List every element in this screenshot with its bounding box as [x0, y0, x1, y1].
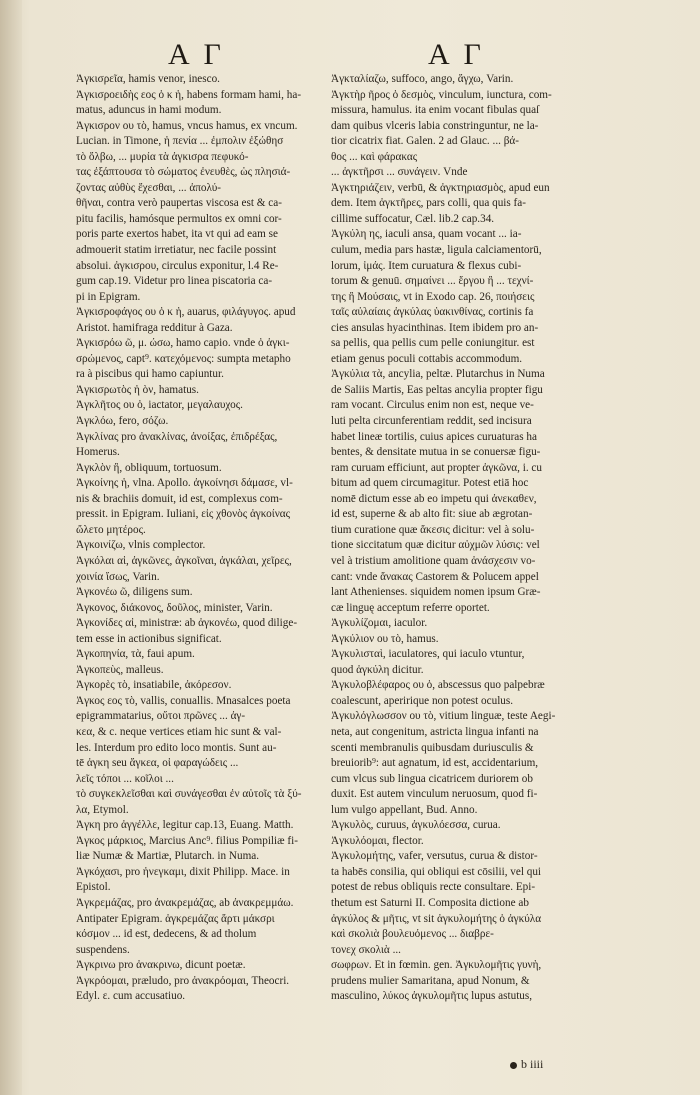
text-line: Ἀγκονέω ῶ, diligens sum. [76, 586, 193, 599]
text-line: λεῖς τόποι ... κοῖλοι ... [76, 772, 174, 785]
text-line: bitum ad quem circumagitur. Potest etiā hoc [331, 477, 529, 490]
text-line: Ἀγκύλιον ου τὸ, hamus. [331, 632, 439, 645]
text-line: ra à piscibus qui hamo capiuntur. [76, 368, 224, 381]
text-line: Ἀγκλῆτος ου ὁ, iactator, μεγαλαυχος. [76, 399, 243, 412]
text-line: Ἀγκόλαι αἱ, ἀγκῶνες, ἀγκοῖναι, ἀγκάλαι, χεῖρες, [76, 554, 292, 567]
text-line: σωφρων. Et in fœmin. gen. Ἀγκυλομῆτις γυνὴ, [331, 959, 542, 972]
text-line: scenti membranulis quibusdam duriusculis & [331, 741, 534, 754]
text-line: lant Athenienses. siquidem nomen ipsum Græ- [331, 586, 541, 599]
text-line: Ἀγκυλόγλωσσον ου τὸ, vitium linguæ, teste Aegi- [331, 710, 556, 723]
text-line: Ἀγκοίνης ἡ, vlna. Apollo. ἀγκοίνησι δάμασε, vl- [76, 477, 293, 490]
text-line: torum & genuū. σημαίνει ... ἔργου ἢ ... τεχνί- [331, 275, 534, 288]
text-line: Ἀγκισρον ου τὸ, hamus, vncus hamus, ex vncum. [76, 119, 298, 132]
text-line: Ἀγκυλομήτης, vafer, versutus, curua & distor- [331, 850, 538, 863]
text-line: Ἀγκτηριάζειν, verbū, & ἀγκτηριασμὸς, apud eun [331, 181, 550, 194]
text-line: habet lineæ tortilis, cuius apices curuaturas ha [331, 430, 537, 443]
text-line: Ἀγκρινω pro ἀνακρινω, dicunt poetæ. [76, 959, 246, 972]
text-line: Ἀγκορὲς τὸ, insatiabile, ἀκόρεσον. [76, 679, 232, 692]
text-line: τονεχ σκολιὰ ... [331, 943, 401, 956]
text-line: Antipater Epigram. ἀγκρεμάζας ἄρτι μάκσρι [76, 912, 275, 925]
text-line: epigrammatarius, οὔτοι πρῶνες ... ἀγ- [76, 710, 246, 723]
text-line: dam quibus vlceris labia constringuntur, ne la- [331, 119, 539, 132]
text-line: potest de rebus obliquis recte consultare. Epi- [331, 881, 536, 894]
left-column-heading: A Γ [168, 38, 225, 71]
page-gutter-shadow [0, 0, 22, 1095]
text-line: Ἀγκυλὸς, curuus, ἀγκυλόεσσα, curua. [331, 819, 501, 832]
bullet-dot-icon [510, 1062, 517, 1069]
text-line: ta habēs consilia, qui obliqui est cōsilii, vel qui [331, 865, 542, 878]
signature-text: b iiii [521, 1057, 544, 1071]
text-line: Ἀγκος εος τὸ, vallis, conuallis. Mnasalces poeta [76, 694, 291, 707]
text-line: thetum est Saturni II. Composita dictione ab [331, 896, 529, 909]
text-line: admouerit statim irretiatur, nec facile possint [76, 244, 277, 257]
text-line: etiam genus poculi cottabis accommodum. [331, 352, 523, 365]
text-line: Ἀγκλόω, fero, σόζω. [76, 415, 169, 428]
text-line: absolui. ἀγκισρου, circulus exponitur, l.4 Re- [76, 259, 279, 272]
left-text-column [76, 72, 324, 1005]
text-line: Ἀγκονος, διάκονος, δοῦλος, minister, Varin. [76, 601, 273, 614]
text-line: Ἀγκύλια τὰ, ancylia, peltæ. Plutarchus in Numa [331, 368, 545, 381]
text-line: Epistol. [76, 881, 111, 894]
text-line: tē ἀγκη seu ἄγκεα, οἱ φαραγώδεις ... [76, 757, 239, 770]
text-line: ram curuam efficiunt, aut propter ἀγκῶνα, i. cu [331, 461, 542, 474]
text-line: les. Interdum pro edito loco montis. Sunt au- [76, 741, 277, 754]
text-line: suspendens. [76, 943, 130, 956]
text-line: prudens mulier Samaritana, apud Nonum, & [331, 974, 530, 987]
text-line: cant: vnde ἄνακας Castorem & Polucem appel [331, 570, 539, 583]
text-line: tem esse in actionibus significat. [76, 632, 222, 645]
text-line: Ἀγκρεμάζας, pro ἀνακρεμάζας, ab ἀνακρεμμάω. [76, 896, 294, 909]
signature-mark [510, 1057, 543, 1072]
text-line: Ἀγκλὸν ἢ, obliquum, tortuosum. [76, 461, 222, 474]
text-line: lum vulgo appellant, Bud. Anno. [331, 803, 478, 816]
text-line: cum vlcus sub lingua cicatricem duriorem ob [331, 772, 533, 785]
text-line: Ἀγκισροφάγος ου ὁ κ ἡ, auarus, φιλάγυγος. apud [76, 306, 296, 319]
text-line: nomē dictum esse ab eo impetu qui ἀνεκαθεν, [331, 492, 537, 505]
text-line: tione siccitatum quæ dicitur αὐχμῶν λύσις: vel [331, 539, 540, 552]
text-line: dem. Item ἀγκτῆρες, pars colli, qua quis fa- [331, 197, 526, 210]
text-line: Ἀγκοινίζω, vlnis complector. [76, 539, 206, 552]
text-line: pi in Epigram. [76, 290, 141, 303]
text-line: Ἀγκρόομαι, præludo, pro ἀνακρόομαι, Theocri. [76, 974, 290, 987]
text-line: lorum, ἱμάς. Item curuatura & flexus cubi- [331, 259, 522, 272]
text-line: luti pelta circunferentiam reddit, sed incisura [331, 415, 532, 428]
text-line: pressit. in Epigram. Iuliani, εἰς χθονὸς ἀγκοίνας [76, 508, 291, 521]
text-line: cillime suffocatur, Cæl. lib.2 cap.34. [331, 212, 495, 225]
text-line: τὸ συγκεκλεῖσθαι καὶ συνάγεσθαι ἐν αὐτοῖς τὰ ξύ- [76, 788, 302, 801]
text-line: ταῖς αὐλαίαις ἀγκύλας ὑακινθίνας, cortinis fa [331, 306, 534, 319]
text-line: ... ἀγκτῆρσι ... συνάγειν. Vnde [331, 166, 468, 179]
text-line: quod ἀγκύλη dicitur. [331, 663, 424, 676]
text-line: masculino, λύκος ἀγκυλομῆτις lupus astutus, [331, 990, 533, 1003]
text-line: Aristot. hamifraga redditur à Gaza. [76, 321, 233, 334]
text-line: neta, aut congenitum, astricta lingua infanti na [331, 725, 539, 738]
text-line: Homerus. [76, 446, 120, 459]
text-line: θῆναι, contra verò paupertas viscosa est & ca- [76, 197, 282, 210]
right-column-heading: A Γ [428, 38, 485, 71]
text-line: Ἀγκισρωτὸς ἡ ὸν, hamatus. [76, 383, 199, 396]
text-line: id est, superne & ab alto fit: siue ab ægrotan- [331, 508, 533, 521]
text-line: matus, aduncus in hami modum. [76, 104, 222, 117]
text-line: missura, hamulus. ita enim vocant fibulas quaſ [331, 104, 540, 117]
text-line: Ἀγκισρεῖα, hamis venor, inesco. [76, 73, 220, 85]
text-line: vel à tristium amolitione quam ἀνάσχεσιν vo- [331, 554, 536, 567]
text-line: Ἀγκόχασι, pro ἠνεγκαμι, dixit Philipp. Mace. in [76, 865, 290, 878]
text-line: duxit. Est autem vinculum neruosum, quod fi- [331, 788, 538, 801]
text-line: καὶ σκολιὰ βουλευόμενος ... διαβρε- [331, 928, 494, 941]
text-line: ὤλετο μητέρος. [76, 523, 146, 536]
text-line: Ἀγκονίδες αἱ, ministræ: ab ἀγκονέω, quod dilige- [76, 617, 298, 630]
text-line: Ἀγκισροειδὴς εος ὁ κ ἡ, habens formam hami, ha- [76, 88, 302, 101]
text-line: Ἀγκυλόομαι, flector. [331, 834, 424, 847]
text-line: cies ansulas hyacinthinas. Item ibidem pro an- [331, 321, 539, 334]
text-line: Ἀγκτὴρ ῆρος ὁ δεσμὸς, vinculum, iunctura, com- [331, 88, 552, 101]
text-line: χοινία ἴσως, Varin. [76, 570, 160, 583]
text-line: λα, Etymol. [76, 803, 129, 816]
text-line: Ἀγκύλη ης, iaculi ansa, quam vocant ... ia- [331, 228, 522, 241]
text-line: Ἀγκυλοβλέφαρος ου ὁ, abscessus quo palpebræ [331, 679, 545, 692]
text-line: Ἀγκη pro ἀγγέλλε, legitur cap.13, Euang. Matth. [76, 819, 294, 832]
text-line: nis & brachiis domuit, id est, complexus com- [76, 492, 283, 505]
text-line: poris parte exertos habet, ita vt qui ad eam se [76, 228, 278, 241]
text-line: τας ἐξάπτουσα τὸ σώματος ἐνευθὲς, ὡς πλησιά- [76, 166, 291, 179]
text-line: Lucian. in Timone, ἡ πενία ... ἐμπολιν ἐξώθησ [76, 135, 284, 148]
text-line: Edyl. ε. cum accusatiuo. [76, 990, 186, 1003]
text-line: ἀγκύλος & μῆτις, vt sit ἀγκυλομήτης ὁ ἀγκύλα [331, 912, 542, 925]
text-line: Ἀγκυλίζομαι, iaculor. [331, 617, 428, 630]
text-line: Ἀγκος μάρκιος, Marcius Anc⁹. filius Pompiliæ fi- [76, 834, 298, 847]
text-line: σρώμενος, capt⁹. κατεχόμενος: sumpta metapho [76, 352, 291, 365]
text-line: coalescunt, aperirique non potest oculus. [331, 694, 514, 707]
text-line: sa pellis, qua pellis cum pelle coniungitur. est [331, 337, 535, 350]
text-line: liæ Numæ & Martiæ, Plutarch. in Numa. [76, 850, 260, 863]
text-line: θος ... καὶ φάρακας [331, 150, 418, 163]
text-line: Ἀγκοπηνία, τὰ, faui apum. [76, 648, 195, 661]
right-text-column [331, 72, 593, 1005]
text-line: Ἀγκοπεὺς, malleus. [76, 663, 164, 676]
text-line: pitu facilis, hamósque permultos ex omni cor- [76, 212, 282, 225]
text-line: de Saliis Martis, Eas peltas ancylia propter figu [331, 383, 543, 396]
text-line: bentes, & densitate mutua in se conuersæ figu- [331, 446, 541, 459]
text-line: gum cap.19. Videtur pro linea piscatoria ca- [76, 275, 273, 288]
text-line: cæ linguę acceptum referre oportet. [331, 601, 490, 614]
text-line: ram vocant. Circulus enim non est, neque ve- [331, 399, 534, 412]
text-line: της ἢ Μούσαις, vt in Exodo cap. 26, ποιήσεις [331, 290, 535, 303]
text-line: tior cicatrix fiat. Galen. 2 ad Glauc. ... βά- [331, 135, 519, 148]
text-line: Ἀγκυλισταὶ, iaculatores, qui iaculo vtuntur, [331, 648, 525, 661]
text-line: culum, media pars hastæ, ligula calciamentorū, [331, 244, 542, 257]
text-line: κεα, & c. neque vertices etiam hic sunt & val- [76, 725, 282, 738]
text-line: Ἀγκισρόω ῶ, μ. ώσω, hamo capio. vnde ὁ ἀγκι- [76, 337, 290, 350]
text-line: κόσμον ... id est, dedecens, & ad tholum [76, 928, 257, 941]
text-line: breuiorib⁹: aut agnatum, id est, accidentarium, [331, 757, 539, 770]
text-line: ζοντας αὐθὺς ἔχεσθαι, ... ἀπολύ- [76, 181, 221, 194]
text-line: Ἀγκταλίαζω, suffoco, ango, ἄγχω, Varin. [331, 73, 514, 85]
text-line: Ἀγκλίνας pro ἀνακλίνας, ἀνοίξας, ἐπιδρέξας, [76, 430, 278, 443]
text-line: τὸ ὄλβω, ... μυρία τὰ ἀγκισρα πεφυκό- [76, 150, 249, 163]
text-line: tium curatione quæ ἄκεσις dicitur: vel à solu- [331, 523, 535, 536]
